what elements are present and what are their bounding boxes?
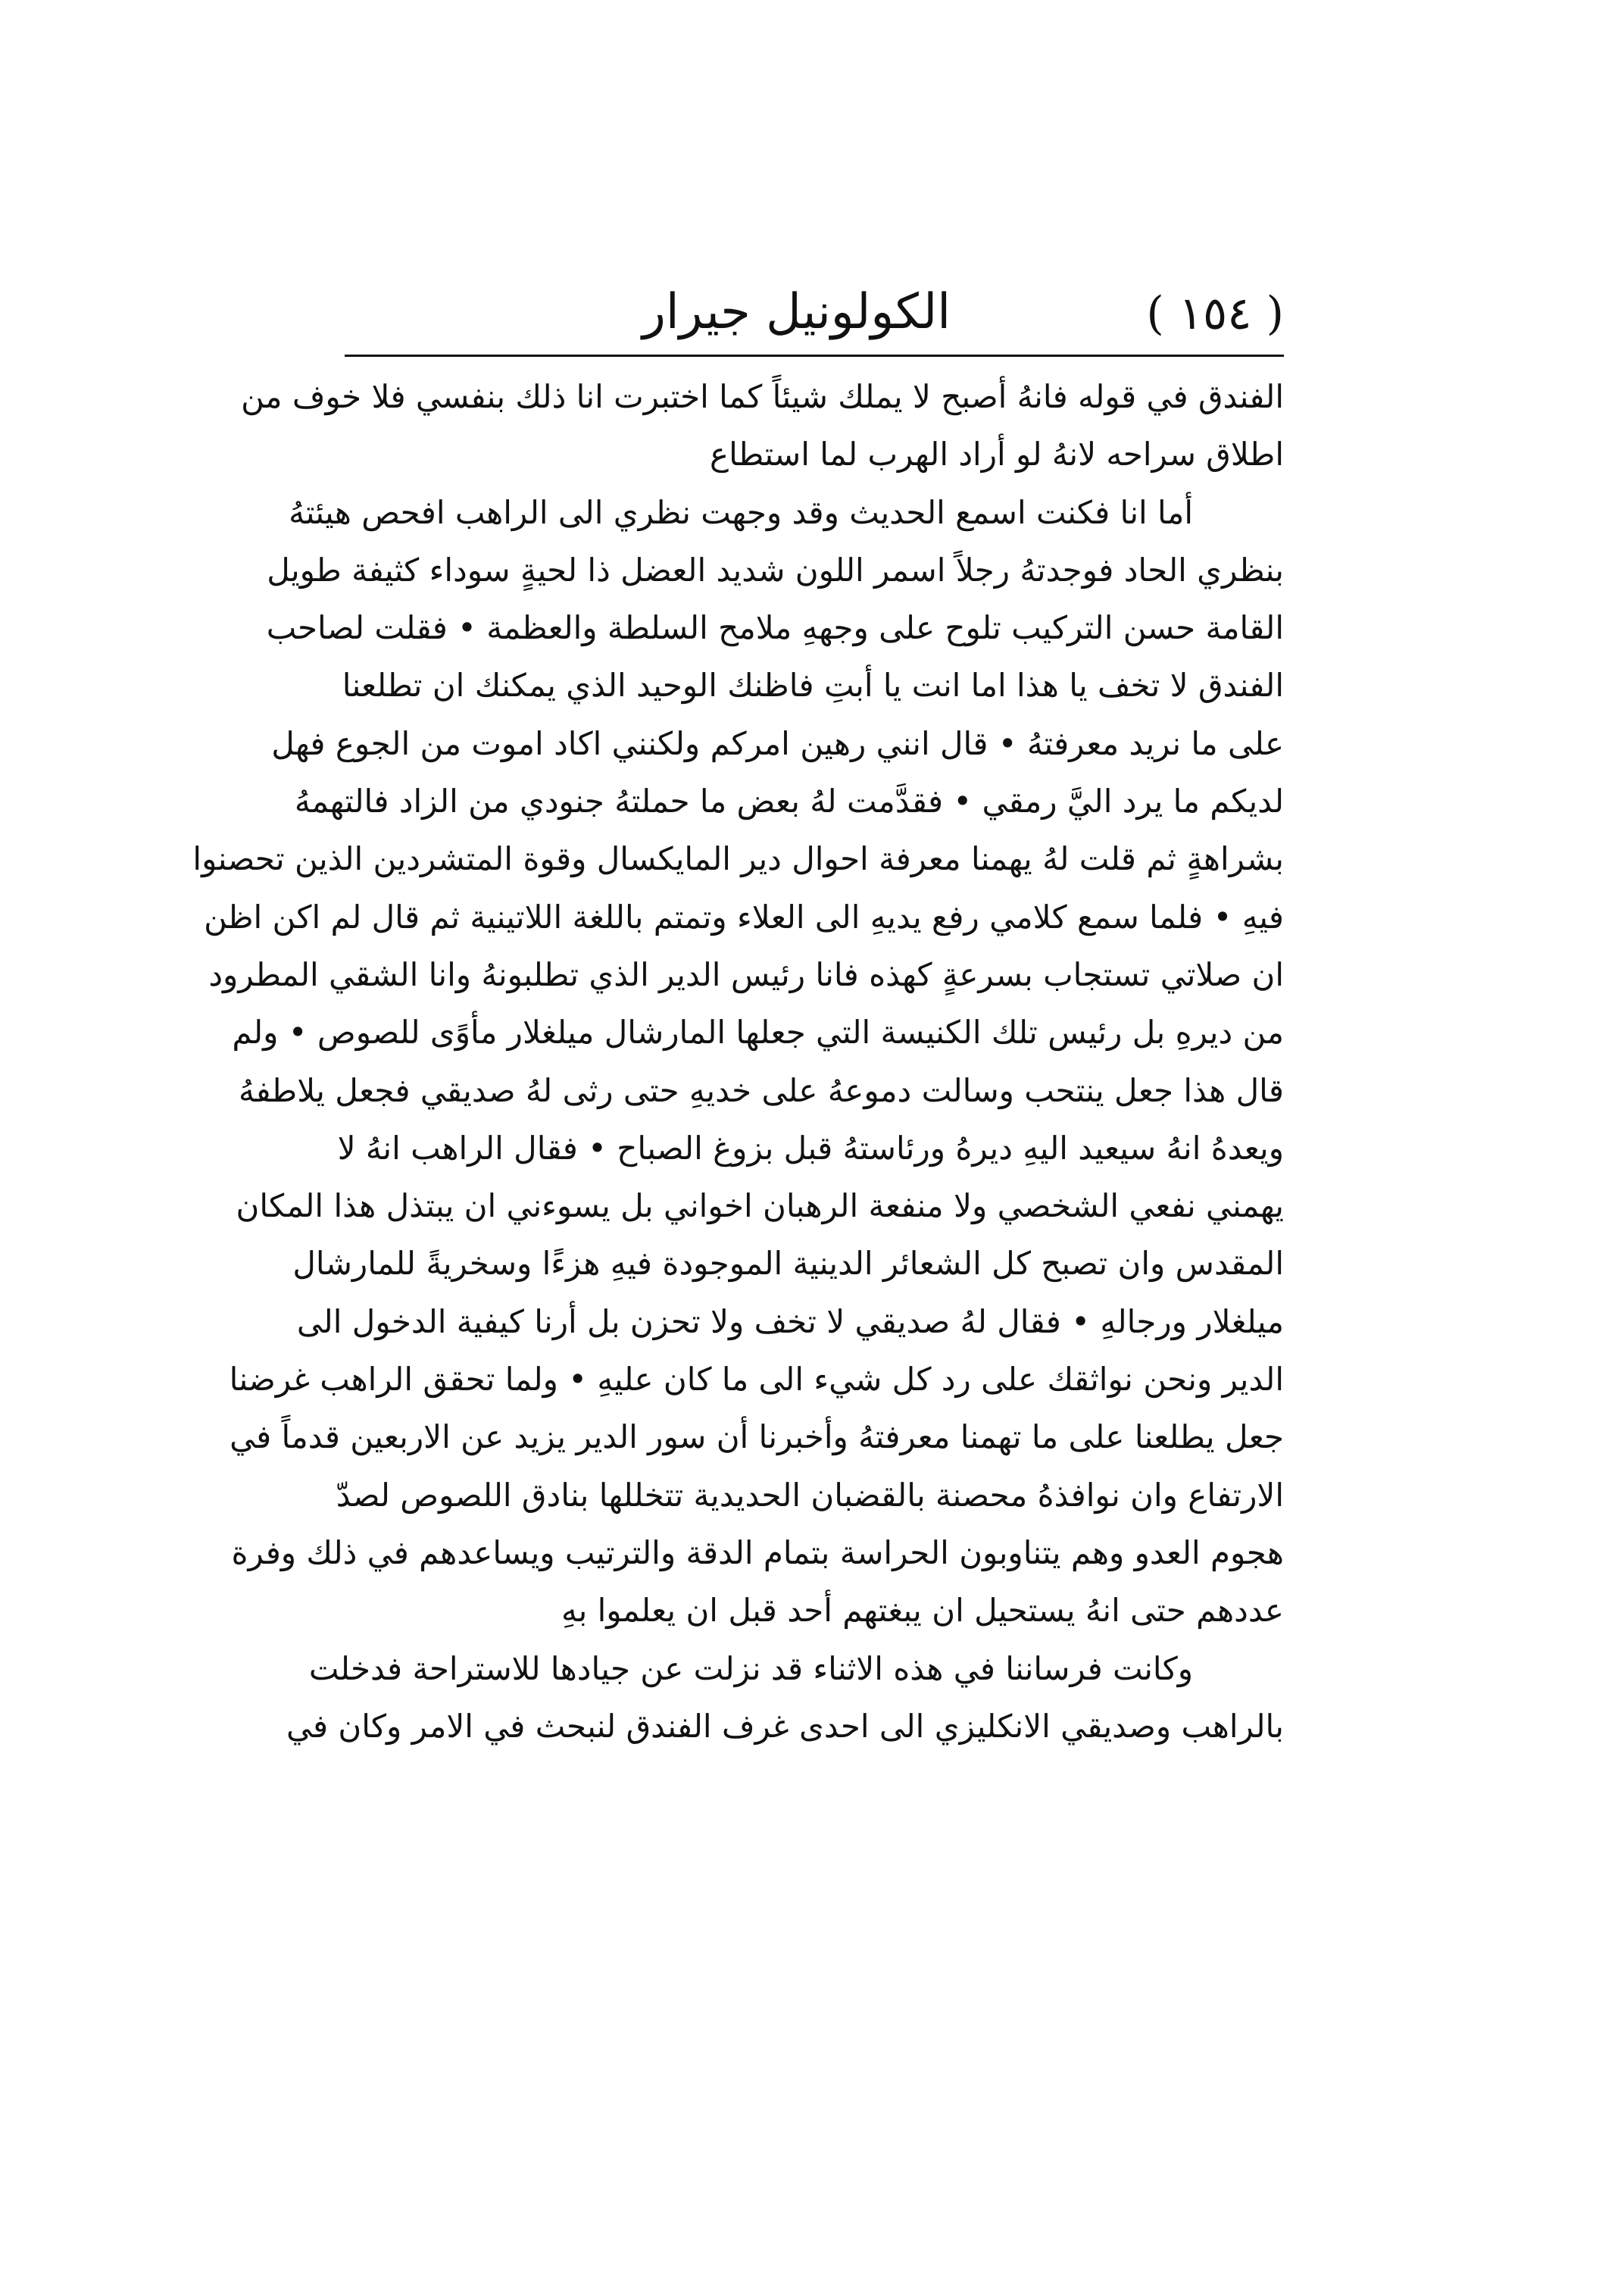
text-line: فيهِ • فلما سمع كلامي رفع يديهِ الى العلاء وتمتم باللغة اللاتينية ثم قال لم اكن اظن [204,898,1284,936]
text-line: وكانت فرساننا في هذه الاثناء قد نزلت عن جيادها للاستراحة فدخلت [308,1649,1193,1687]
text-line: بالراهب وصديقي الانكليزي الى احدى غرف الفندق لنبحث في الامر وكان في [286,1707,1284,1745]
text-line: الفندق لا تخف يا هذا اما انت يا أبتِ فاظنك الوحيد الذي يمكنك ان تطلعنا [342,667,1284,705]
text-line: قال هذا جعل ينتحب وسالت دموعهُ على خديهِ حتى رثى لهُ صديقي فجعل يلاطفهُ [239,1071,1284,1109]
text-line: ميلغلار ورجالهِ • فقال لهُ صديقي لا تخف ولا تحزن بل أرنا كيفية الدخول الى [296,1302,1284,1340]
page-number: ( ١٥٤ ) [1146,287,1284,340]
page-header [345,279,1284,355]
text-line: المقدس وان تصبح كل الشعائر الدينية الموجودة فيهِ هزءًا وسخريةً للمارشال [292,1245,1284,1283]
text-line: من ديرهِ بل رئيس تلك الكنيسة التي جعلها المارشال ميلغلار مأوًى للصوص • ولم [232,1014,1284,1052]
text-line: الفندق في قوله فانهُ أصبح لا يملك شيئاً كما اختبرت انا ذلك بنفسي فلا خوف من [241,378,1284,415]
text-line: يهمني نفعي الشخصي ولا منفعة الرهبان اخواني بل يسوءني ان يبتذل هذا المكان [236,1187,1284,1225]
text-line: جعل يطلعنا على ما تهمنا معرفتهُ وأخبرنا أن سور الدير يزيد عن الاربعين قدماً في [230,1418,1284,1456]
text-line: أما انا فكنت اسمع الحديث وقد وجهت نظري الى الراهب افحص هيئتهُ [289,493,1193,531]
text-line: هجوم العدو وهم يتناوبون الحراسة بتمام الدقة والترتيب ويساعدهم في ذلك وفرة [231,1533,1284,1571]
running-title: الكولونيل جيرار [642,284,951,340]
header-rule [345,355,1284,357]
text-line: اطلاق سراحه لانهُ لو أراد الهرب لما استطاع [710,436,1284,474]
text-line: لديكم ما يرد اليَّ رمقي • فقدَّمت لهُ بعض ما حملتهُ جنودي من الزاد فالتهمهُ [294,783,1284,820]
text-line: ويعدهُ انهُ سيعيد اليهِ ديرهُ ورئاستهُ قبل بزوغ الصباح • فقال الراهب انهُ لا [337,1129,1284,1167]
text-line: على ما نريد معرفتهُ • قال انني رهين امركم ولكنني اكاد اموت من الجوع فهل [271,724,1284,762]
text-line: بشراهةٍ ثم قلت لهُ يهمنا معرفة احوال دير المايكسال وقوة المتشردين الذين تحصنوا [192,840,1284,878]
text-line: عددهم حتى انهُ يستحيل ان يبغتهم أحد قبل ان يعلموا بهِ [561,1592,1284,1630]
text-line: الارتفاع وان نوافذهُ محصنة بالقضبان الحديدية تتخللها بنادق اللصوص لصدّ [336,1476,1284,1514]
text-line: ان صلاتي تستجاب بسرعةٍ كهذه فانا رئيس الدير الذي تطلبونهُ وانا الشقي المطرود [208,955,1284,993]
text-line: القامة حسن التركيب تلوح على وجههِ ملامح السلطة والعظمة • فقلت لصاحب [266,609,1284,647]
text-line: بنظري الحاد فوجدتهُ رجلاً اسمر اللون شديد العضل ذا لحيةٍ سوداء كثيفة طويل [267,551,1284,589]
text-line: الدير ونحن نواثقك على رد كل شيء الى ما كان عليهِ • ولما تحقق الراهب غرضنا [229,1361,1284,1399]
body-text [192,368,1284,1755]
